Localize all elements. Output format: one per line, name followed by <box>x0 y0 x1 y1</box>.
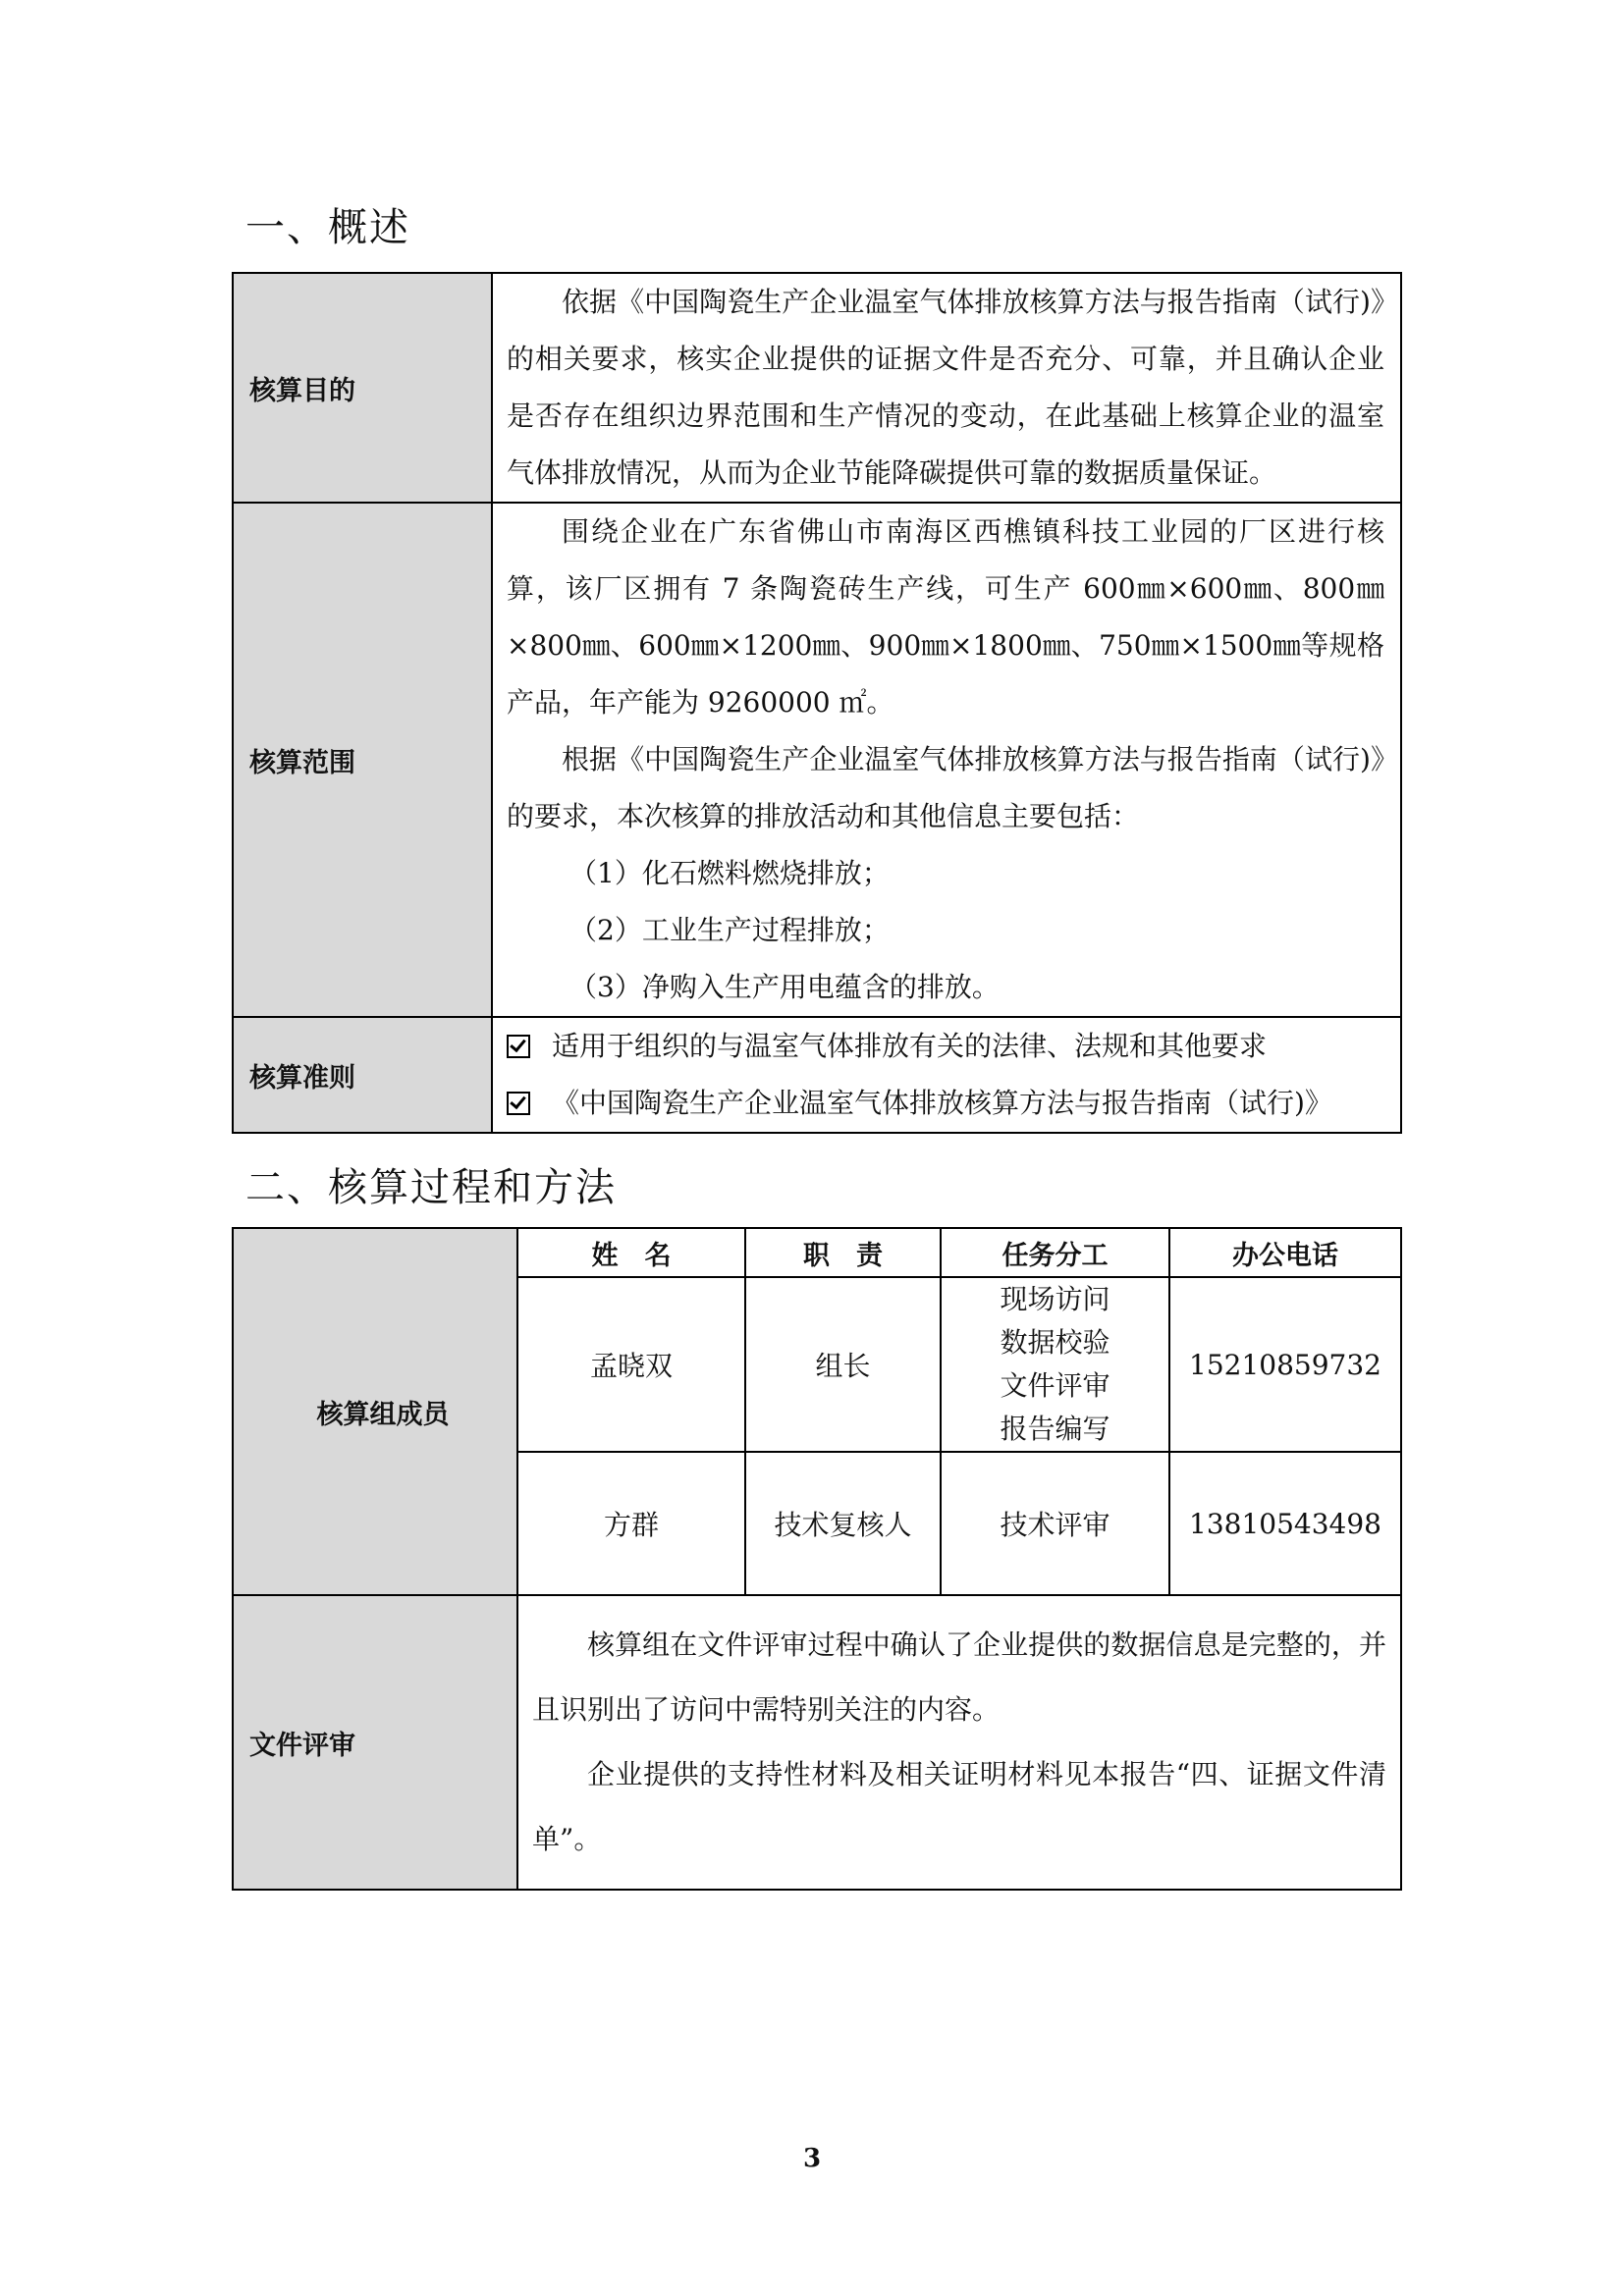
page-number: 3 <box>802 2144 822 2173</box>
team-label: 核算组成员 <box>233 1228 517 1595</box>
member-name: 孟晓双 <box>517 1277 745 1452</box>
section1-heading: 一、概述 <box>245 205 410 250</box>
task-item: 报告编写 <box>1000 1413 1110 1445</box>
member-role: 技术复核人 <box>745 1452 941 1595</box>
member-phone: 13810543498 <box>1169 1452 1401 1595</box>
scope-paragraph-1: 围绕企业在广东省佛山市南海区西樵镇科技工业园的厂区进行核算，该厂区拥有 7 条陶瓷砖生产线，可生产 600㎜×600㎜、800㎜×800㎜、600㎜×1200㎜、900㎜×1800㎜、750㎜×1500㎜等规格产品，年产能为 9260000 ㎡。 <box>507 515 1384 719</box>
member-phone: 15210859732 <box>1169 1277 1401 1452</box>
review-label: 文件评审 <box>233 1595 517 1890</box>
scope-item-3: （3）净购入生产用电蕴含的排放。 <box>569 971 1000 1003</box>
purpose-label: 核算目的 <box>233 273 492 503</box>
member-name: 方群 <box>517 1452 745 1595</box>
criteria-item-text: 适用于组织的与温室气体排放有关的法律、法规和其他要求 <box>552 1030 1268 1062</box>
section2-heading: 二、核算过程和方法 <box>245 1165 617 1210</box>
checked-box-icon <box>507 1035 530 1058</box>
criteria-item-text: 《中国陶瓷生产企业温室气体排放核算方法与报告指南（试行)》 <box>552 1087 1332 1119</box>
process-table <box>232 1227 1402 1891</box>
criteria-item-1 <box>507 1018 1384 1075</box>
scope-item-1: （1）化石燃料燃烧排放； <box>569 857 890 889</box>
checked-box-icon <box>507 1092 530 1115</box>
criteria-row <box>233 1017 1401 1133</box>
team-header-row <box>233 1228 1401 1277</box>
scope-row <box>233 503 1401 1017</box>
review-paragraph-1: 核算组在文件评审过程中确认了企业提供的数据信息是完整的，并且识别出了访问中需特别关注的内容。 <box>532 1629 1386 1726</box>
header-phone: 办公电话 <box>1169 1228 1401 1277</box>
header-tasks: 任务分工 <box>941 1228 1169 1277</box>
purpose-row <box>233 273 1401 503</box>
scope-item-2: （2）工业生产过程排放； <box>569 914 890 946</box>
task-item: 数据校验 <box>1000 1326 1110 1359</box>
task-item: 文件评审 <box>1000 1369 1110 1402</box>
overview-table <box>232 272 1402 1134</box>
criteria-label: 核算准则 <box>233 1017 492 1133</box>
member-tasks <box>941 1277 1169 1452</box>
member-role: 组长 <box>745 1277 941 1452</box>
review-row <box>233 1595 1401 1890</box>
member-tasks: 技术评审 <box>941 1452 1169 1595</box>
scope-label: 核算范围 <box>233 503 492 1017</box>
header-name: 姓 名 <box>517 1228 745 1277</box>
task-item: 现场访问 <box>1000 1283 1110 1315</box>
review-paragraph-2: 企业提供的支持性材料及相关证明材料见本报告“四、证据文件清单”。 <box>532 1758 1386 1855</box>
header-role: 职 责 <box>745 1228 941 1277</box>
scope-paragraph-2: 根据《中国陶瓷生产企业温室气体排放核算方法与报告指南（试行)》的要求，本次核算的排放活动和其他信息主要包括： <box>507 743 1384 832</box>
criteria-item-2 <box>507 1075 1384 1132</box>
purpose-text: 依据《中国陶瓷生产企业温室气体排放核算方法与报告指南（试行)》的相关要求，核实企业提供的证据文件是否充分、可靠，并且确认企业是否存在组织边界范围和生产情况的变动，在此基础上核算企业的温室气体排放情况，从而为企业节能降碳提供可靠的数据质量保证。 <box>507 286 1384 489</box>
